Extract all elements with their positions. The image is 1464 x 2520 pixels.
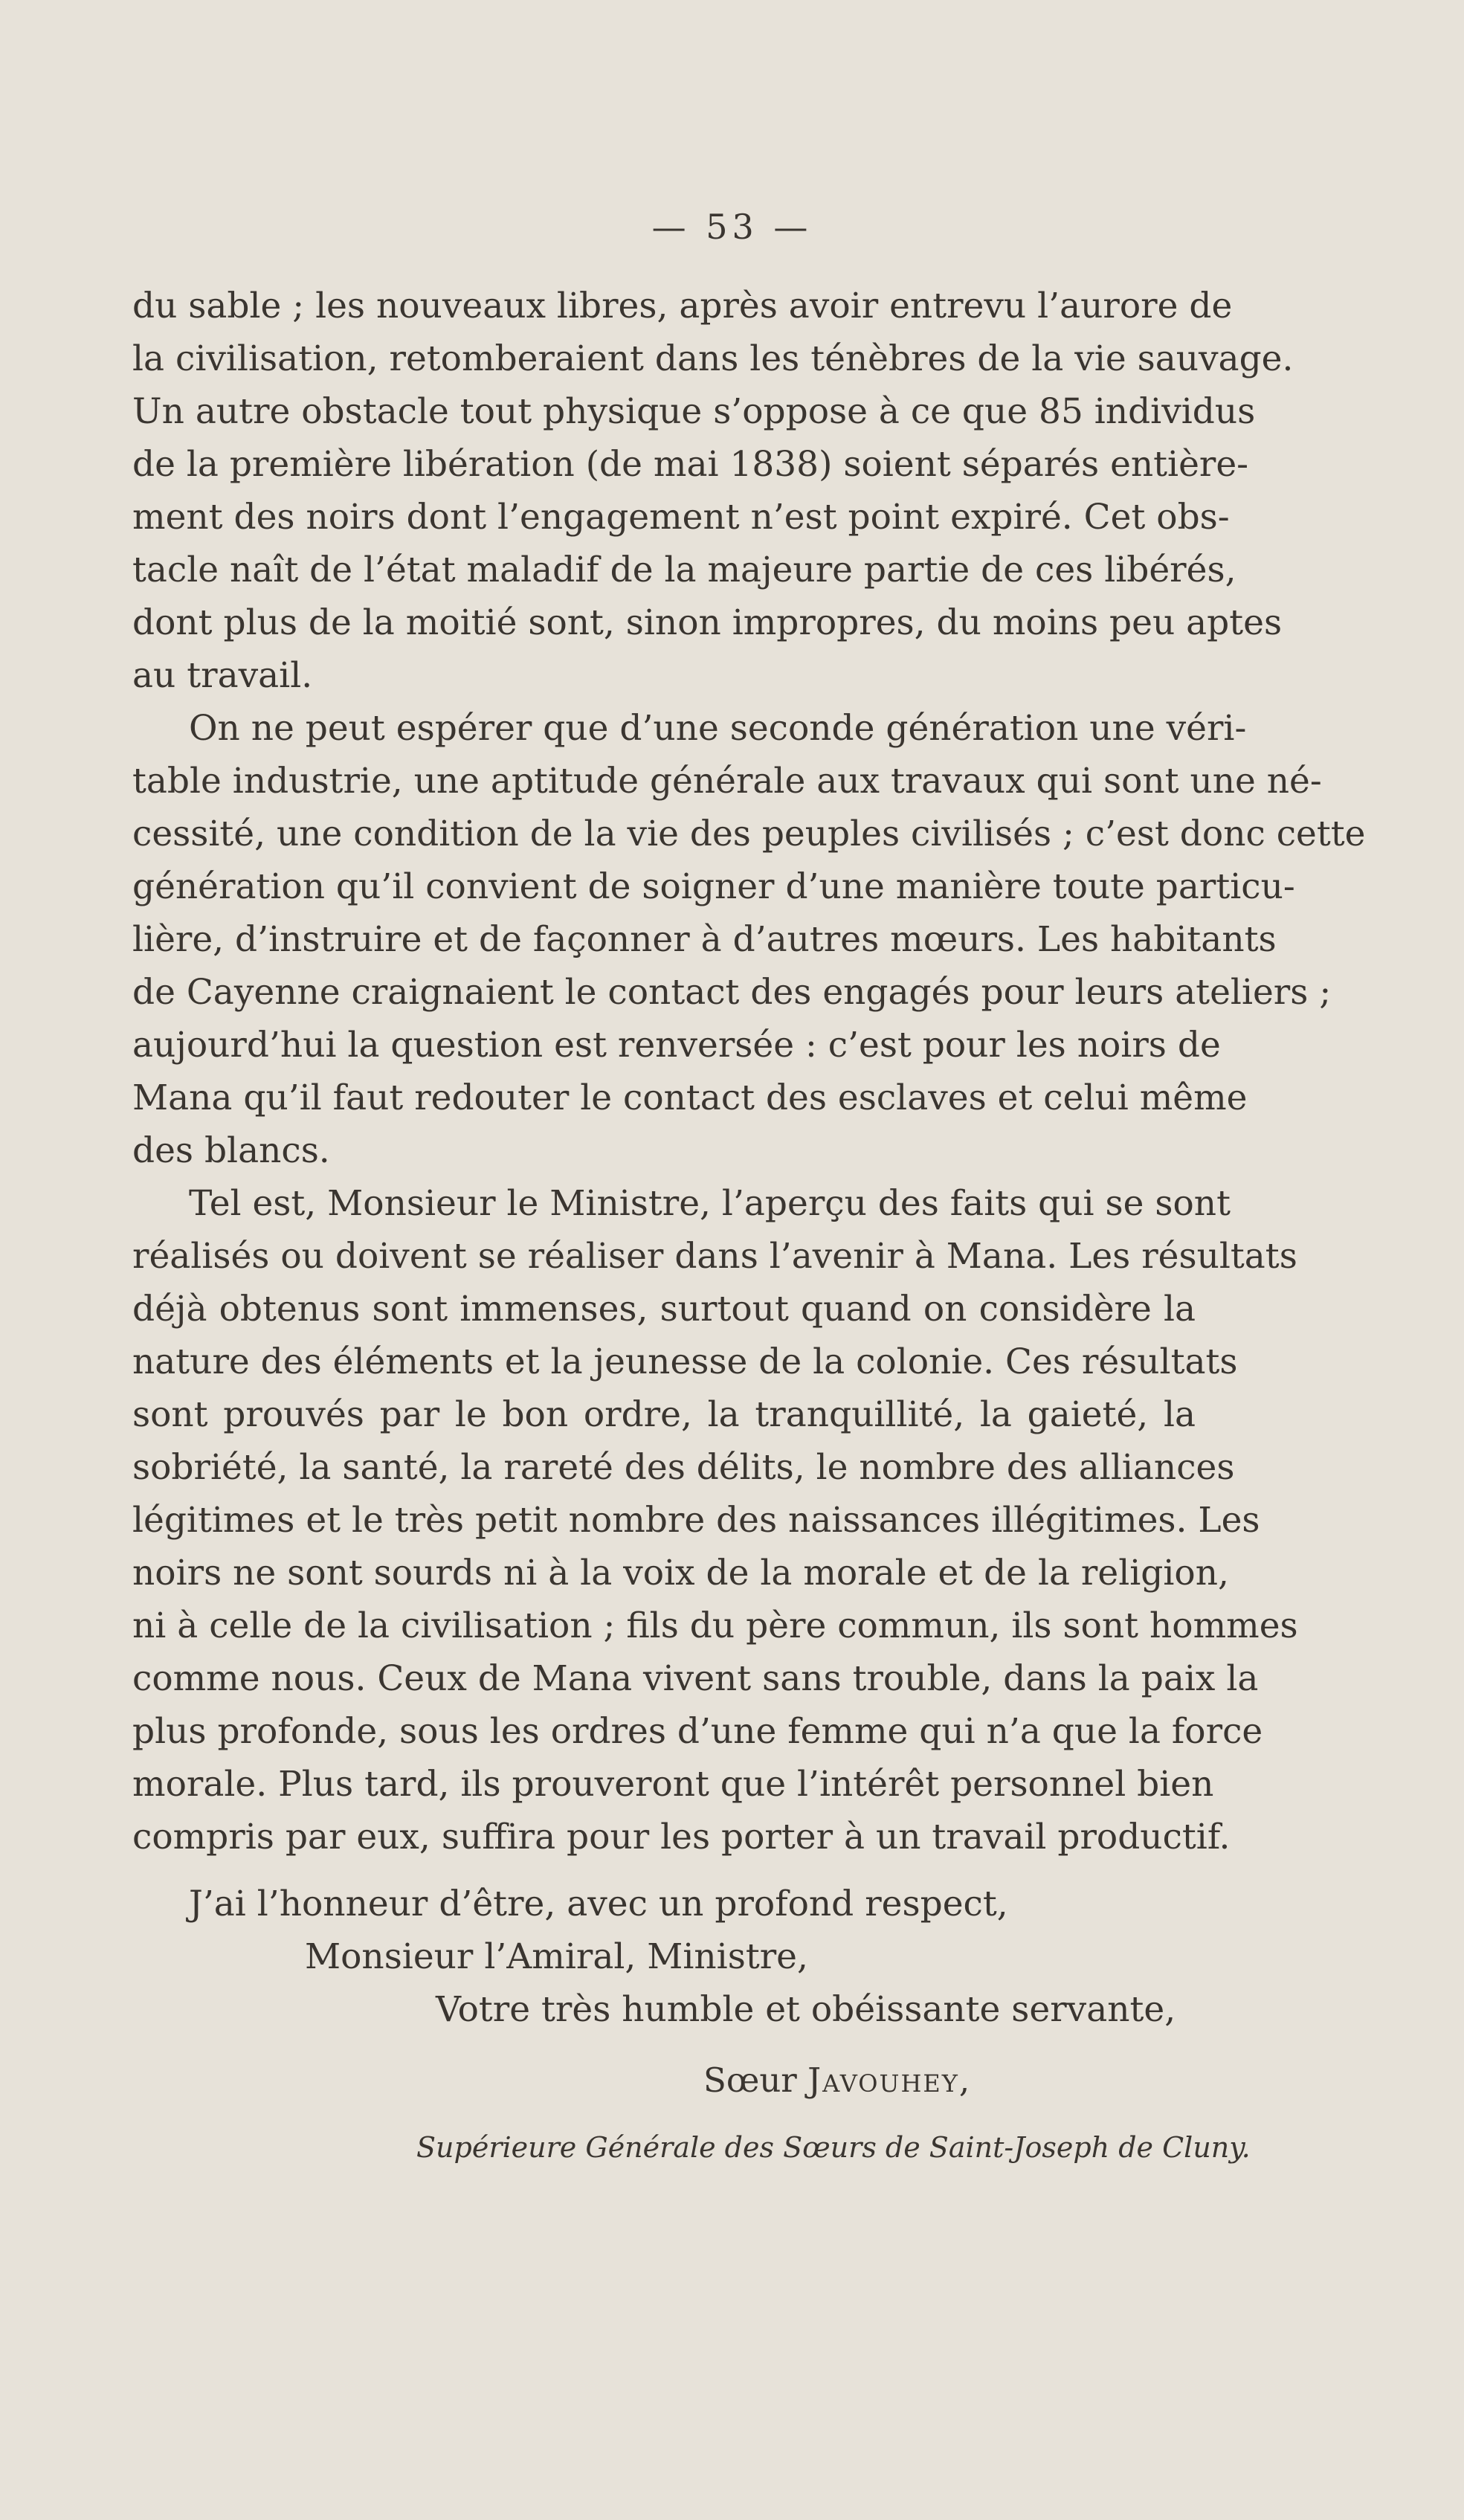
text-line: du sable ; les nouveaux libres, après avoir entrevu l’aurore de: [132, 286, 1233, 326]
text-line: Un autre obstacle tout physique s’oppose à ce que 85 individus: [132, 391, 1256, 432]
text-line: la civilisation, retomberaient dans les ténèbres de la vie sauvage.: [132, 338, 1294, 379]
text-line: ment des noirs dont l’engagement n’est point expiré. Cet obs-: [132, 497, 1230, 538]
text-line: comme nous. Ceux de Mana vivent sans trouble, dans la paix la: [132, 1658, 1259, 1699]
text-line: ni à celle de la civilisation ; fils du père commun, ils sont hommes: [132, 1605, 1298, 1646]
signature-prefix: Sœur: [703, 2060, 797, 2100]
text-line: de Cayenne craignaient le contact des engagés pour leurs ateliers ;: [132, 972, 1332, 1013]
text-line: plus profonde, sous les ordres d’une femme qui n’a que la force: [132, 1711, 1263, 1752]
closing-line: J’ai l’honneur d’être, avec un profond respect,: [189, 1883, 1008, 1924]
page-number: — 53 —: [651, 207, 813, 247]
signature-name: Javouhey,: [807, 2060, 972, 2100]
text-line: dont plus de la moitié sont, sinon impropres, du moins peu aptes: [132, 602, 1283, 643]
text-line: aujourd’hui la question est renversée : c’est pour les noirs de: [132, 1025, 1221, 1066]
text-line: noirs ne sont sourds ni à la voix de la morale et de la religion,: [132, 1553, 1229, 1593]
text-line: réalisés ou doivent se réaliser dans l’avenir à Mana. Les résultats: [132, 1236, 1297, 1277]
text-line: cessité, une condition de la vie des peuples civilisés ; c’est donc cette: [132, 813, 1366, 854]
signature-title: Supérieure Générale des Sœurs de Saint-Joseph de Cluny.: [416, 2131, 1251, 2164]
body-text: [132, 280, 1366, 1863]
text-line: sont prouvés par le bon ordre, la tranquillité, la gaieté, la: [132, 1394, 1196, 1435]
text-line: au travail.: [132, 655, 313, 696]
text-line: déjà obtenus sont immenses, surtout quand on considère la: [132, 1289, 1196, 1330]
text-line: lière, d’instruire et de façonner à d’autres mœurs. Les habitants: [132, 919, 1277, 960]
text-line: Tel est, Monsieur le Ministre, l’aperçu des faits qui se sont: [189, 1183, 1231, 1224]
text-line: compris par eux, suffira pour les porter à un travail productif.: [132, 1817, 1231, 1857]
closing-salutation: Monsieur l’Amiral, Ministre,: [305, 1936, 808, 1977]
text-line: génération qu’il convient de soigner d’une manière toute particu-: [132, 866, 1295, 907]
text-line: morale. Plus tard, ils prouveront que l’intérêt personnel bien: [132, 1764, 1214, 1805]
text-line: sobriété, la santé, la rareté des délits, le nombre des alliances: [132, 1447, 1235, 1488]
signature: [703, 2060, 971, 2100]
text-line: table industrie, une aptitude générale aux travaux qui sont une né-: [132, 761, 1322, 802]
text-line: des blancs.: [132, 1130, 330, 1171]
text-line: tacle naît de l’état maladif de la majeure partie de ces libérés,: [132, 550, 1236, 590]
text-line: légitimes et le très petit nombre des naissances illégitimes. Les: [132, 1500, 1260, 1541]
text-line: de la première libération (de mai 1838) soient séparés entière-: [132, 444, 1249, 485]
text-line: nature des éléments et la jeunesse de la colonie. Ces résultats: [132, 1341, 1238, 1382]
closing-servant: Votre très humble et obéissante servante,: [436, 1989, 1176, 2030]
text-line: Mana qu’il faut redouter le contact des esclaves et celui même: [132, 1077, 1248, 1118]
text-line: On ne peut espérer que d’une seconde génération une véri-: [189, 708, 1247, 749]
